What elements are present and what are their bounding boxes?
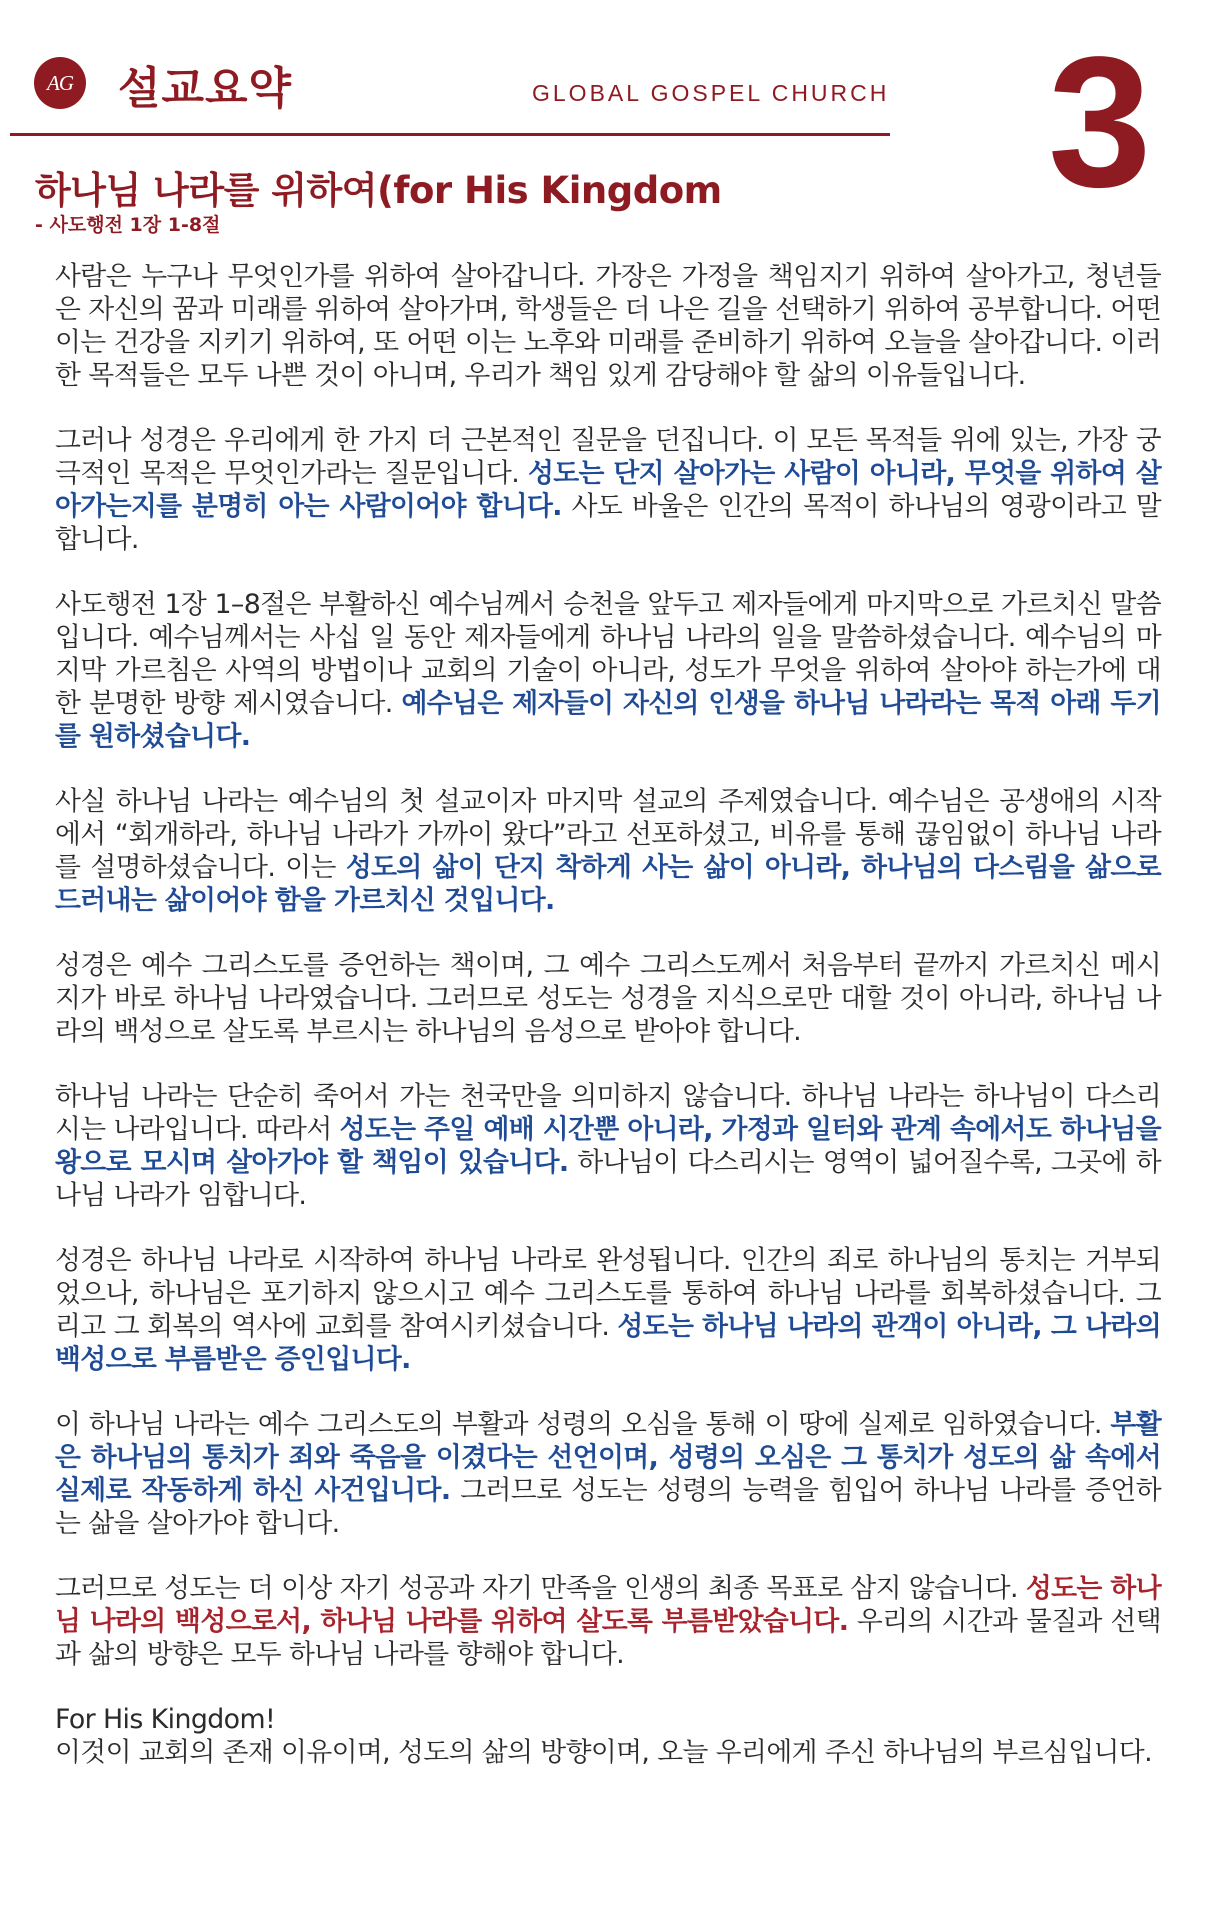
closing-heading: For His Kingdom! (55, 1704, 276, 1735)
sermon-paragraph (55, 1572, 1161, 1671)
paragraph-text: 하나님 나라는 단순히 죽어서 가는 천국만을 의미하지 않습니다. 하나님 나라는 하나님이 다스리시는 나라입니다. 따라서 (55, 1081, 1161, 1145)
sermon-paragraph (55, 785, 1161, 917)
emphasis-text: 성도의 삶이 단지 착하게 사는 삶이 아니라, 하나님의 다스림을 삶으로 드러내는 삶이어야 함을 가르치신 것입니다. (55, 852, 1161, 916)
paragraph-text: 사람은 누구나 무엇인가를 위하여 살아갑니다. 가장은 가정을 책임지기 위하여 살아가고, 청년들은 자신의 꿈과 미래를 위하여 살아가며, 학생들은 더 나은 길을 선택하기 위하여 공부합니다. 어떤 이는 건강을 지키기 위하여, 또 어떤 이는 노후와 미래를 준비하기 위하여 오늘을 살아갑니다. 이러한 목적들은 모두 나쁜 것이 아니며, 우리가 책임 있게 감당해야 할 삶의 이유들입니다. (55, 261, 1161, 391)
sermon-summary-body (55, 260, 1161, 1769)
sermon-paragraph (55, 424, 1161, 556)
paragraph-text: 우리의 시간과 물질과 선택과 삶의 방향은 모두 하나님 나라를 향해야 합니다. (55, 1606, 1161, 1670)
paragraph-text: 사실 하나님 나라는 예수님의 첫 설교이자 마지막 설교의 주제였습니다. 예수님은 공생애의 시작에서 “회개하라, 하나님 나라가 가까이 왔다”라고 선포하셨고, 비유를 통해 끊임없이 하나님 나라를 설명하셨습니다. 이는 (55, 786, 1161, 883)
paragraph-text: 그러나 성경은 우리에게 한 가지 더 근본적인 질문을 던집니다. 이 모든 목적들 위에 있는, 가장 궁극적인 목적은 무엇인가라는 질문입니다. (55, 425, 1161, 489)
paragraph-text: 사도 바울은 인간의 목적이 하나님의 영광이라고 말합니다. (55, 491, 1161, 555)
paragraph-text: 성경은 하나님 나라로 시작하여 하나님 나라로 완성됩니다. 인간의 죄로 하나님의 통치는 거부되었으나, 하나님은 포기하지 않으시고 예수 그리스도를 통하여 하나님 나라를 회복하셨습니다. 그리고 그 회복의 역사에 교회를 참여시키셨습니다. (55, 1245, 1161, 1342)
paragraph-text: 이 하나님 나라는 예수 그리스도의 부활과 성령의 오심을 통해 이 땅에 실제로 임하였습니다. (55, 1409, 1111, 1440)
emphasis-text: 성도는 단지 살아가는 사람이 아니라, 무엇을 위하여 살아가는지를 분명히 아는 사람이어야 합니다. (55, 458, 1161, 522)
emphasis-text: 성도는 하나님 나라의 관객이 아니라, 그 나라의 백성으로 부름받은 증인입니다. (55, 1311, 1161, 1375)
closing-statement (55, 1703, 1161, 1769)
emphasis-text: 부활은 하나님의 통치가 죄와 죽음을 이겼다는 선언이며, 성령의 오심은 그 통치가 성도의 삶 속에서 실제로 작동하게 하신 사건입니다. (55, 1409, 1161, 1506)
paragraph-text: 사도행전 1장 1–8절은 부활하신 예수님께서 승천을 앞두고 제자들에게 마지막으로 가르치신 말씀입니다. 예수님께서는 사십 일 동안 제자들에게 하나님 나라의 일을 말씀하셨습니다. 예수님의 마지막 가르침은 사역의 방법이나 교회의 기술이 아니라, 성도가 무엇을 위하여 살아야 하는가에 대한 분명한 방향 제시였습니다. (55, 589, 1161, 719)
sermon-paragraph (55, 1408, 1161, 1540)
sermon-paragraph (55, 1080, 1161, 1212)
paragraph-text: 그러므로 성도는 성령의 능력을 힘입어 하나님 나라를 증언하는 삶을 살아가야 합니다. (55, 1475, 1161, 1539)
sermon-title: 하나님 나라를 위하여(for His Kingdom (35, 169, 722, 212)
emphasis-text: 성도는 주일 예배 시간뿐 아니라, 가정과 일터와 관계 속에서도 하나님을 왕으로 모시며 살아가야 할 책임이 있습니다. (55, 1114, 1161, 1178)
issue-number: 3 (1048, 19, 1152, 226)
scripture-reference: - 사도행전 1장 1-8절 (35, 214, 221, 236)
paragraph-text: 그러므로 성도는 더 이상 자기 성공과 자기 만족을 인생의 최종 목표로 삼지 않습니다. (55, 1573, 1026, 1604)
paragraph-text: 하나님이 다스리시는 영역이 넓어질수록, 그곳에 하나님 나라가 임합니다. (55, 1147, 1161, 1211)
sermon-paragraph (55, 1244, 1161, 1376)
bulletin-header (0, 0, 1216, 250)
sermon-paragraph (55, 949, 1161, 1048)
closing-text: 이것이 교회의 존재 이유이며, 성도의 삶의 방향이며, 오늘 우리에게 주신 하나님의 부르심입니다. (55, 1737, 1152, 1768)
emphasis-text: 예수님은 제자들이 자신의 인생을 하나님 나라라는 목적 아래 두기를 원하셨습니다. (55, 688, 1161, 752)
sermon-paragraph (55, 260, 1161, 392)
emphasis-text: 성도는 하나님 나라의 백성으로서, 하나님 나라를 위하여 살도록 부름받았습니다. (55, 1573, 1161, 1637)
paragraph-text: 성경은 예수 그리스도를 증언하는 책이며, 그 예수 그리스도께서 처음부터 끝까지 가르치신 메시지가 바로 하나님 나라였습니다. 그러므로 성도는 성경을 지식으로만 대할 것이 아니라, 하나님 나라의 백성으로 살도록 부르시는 하나님의 음성으로 받아야 합니다. (55, 950, 1161, 1047)
header-divider (10, 133, 890, 136)
sermon-paragraph (55, 588, 1161, 753)
section-title: 설교요약 (118, 63, 293, 114)
church-logo: AG (34, 57, 86, 109)
church-name: GLOBAL GOSPEL CHURCH (532, 80, 890, 106)
